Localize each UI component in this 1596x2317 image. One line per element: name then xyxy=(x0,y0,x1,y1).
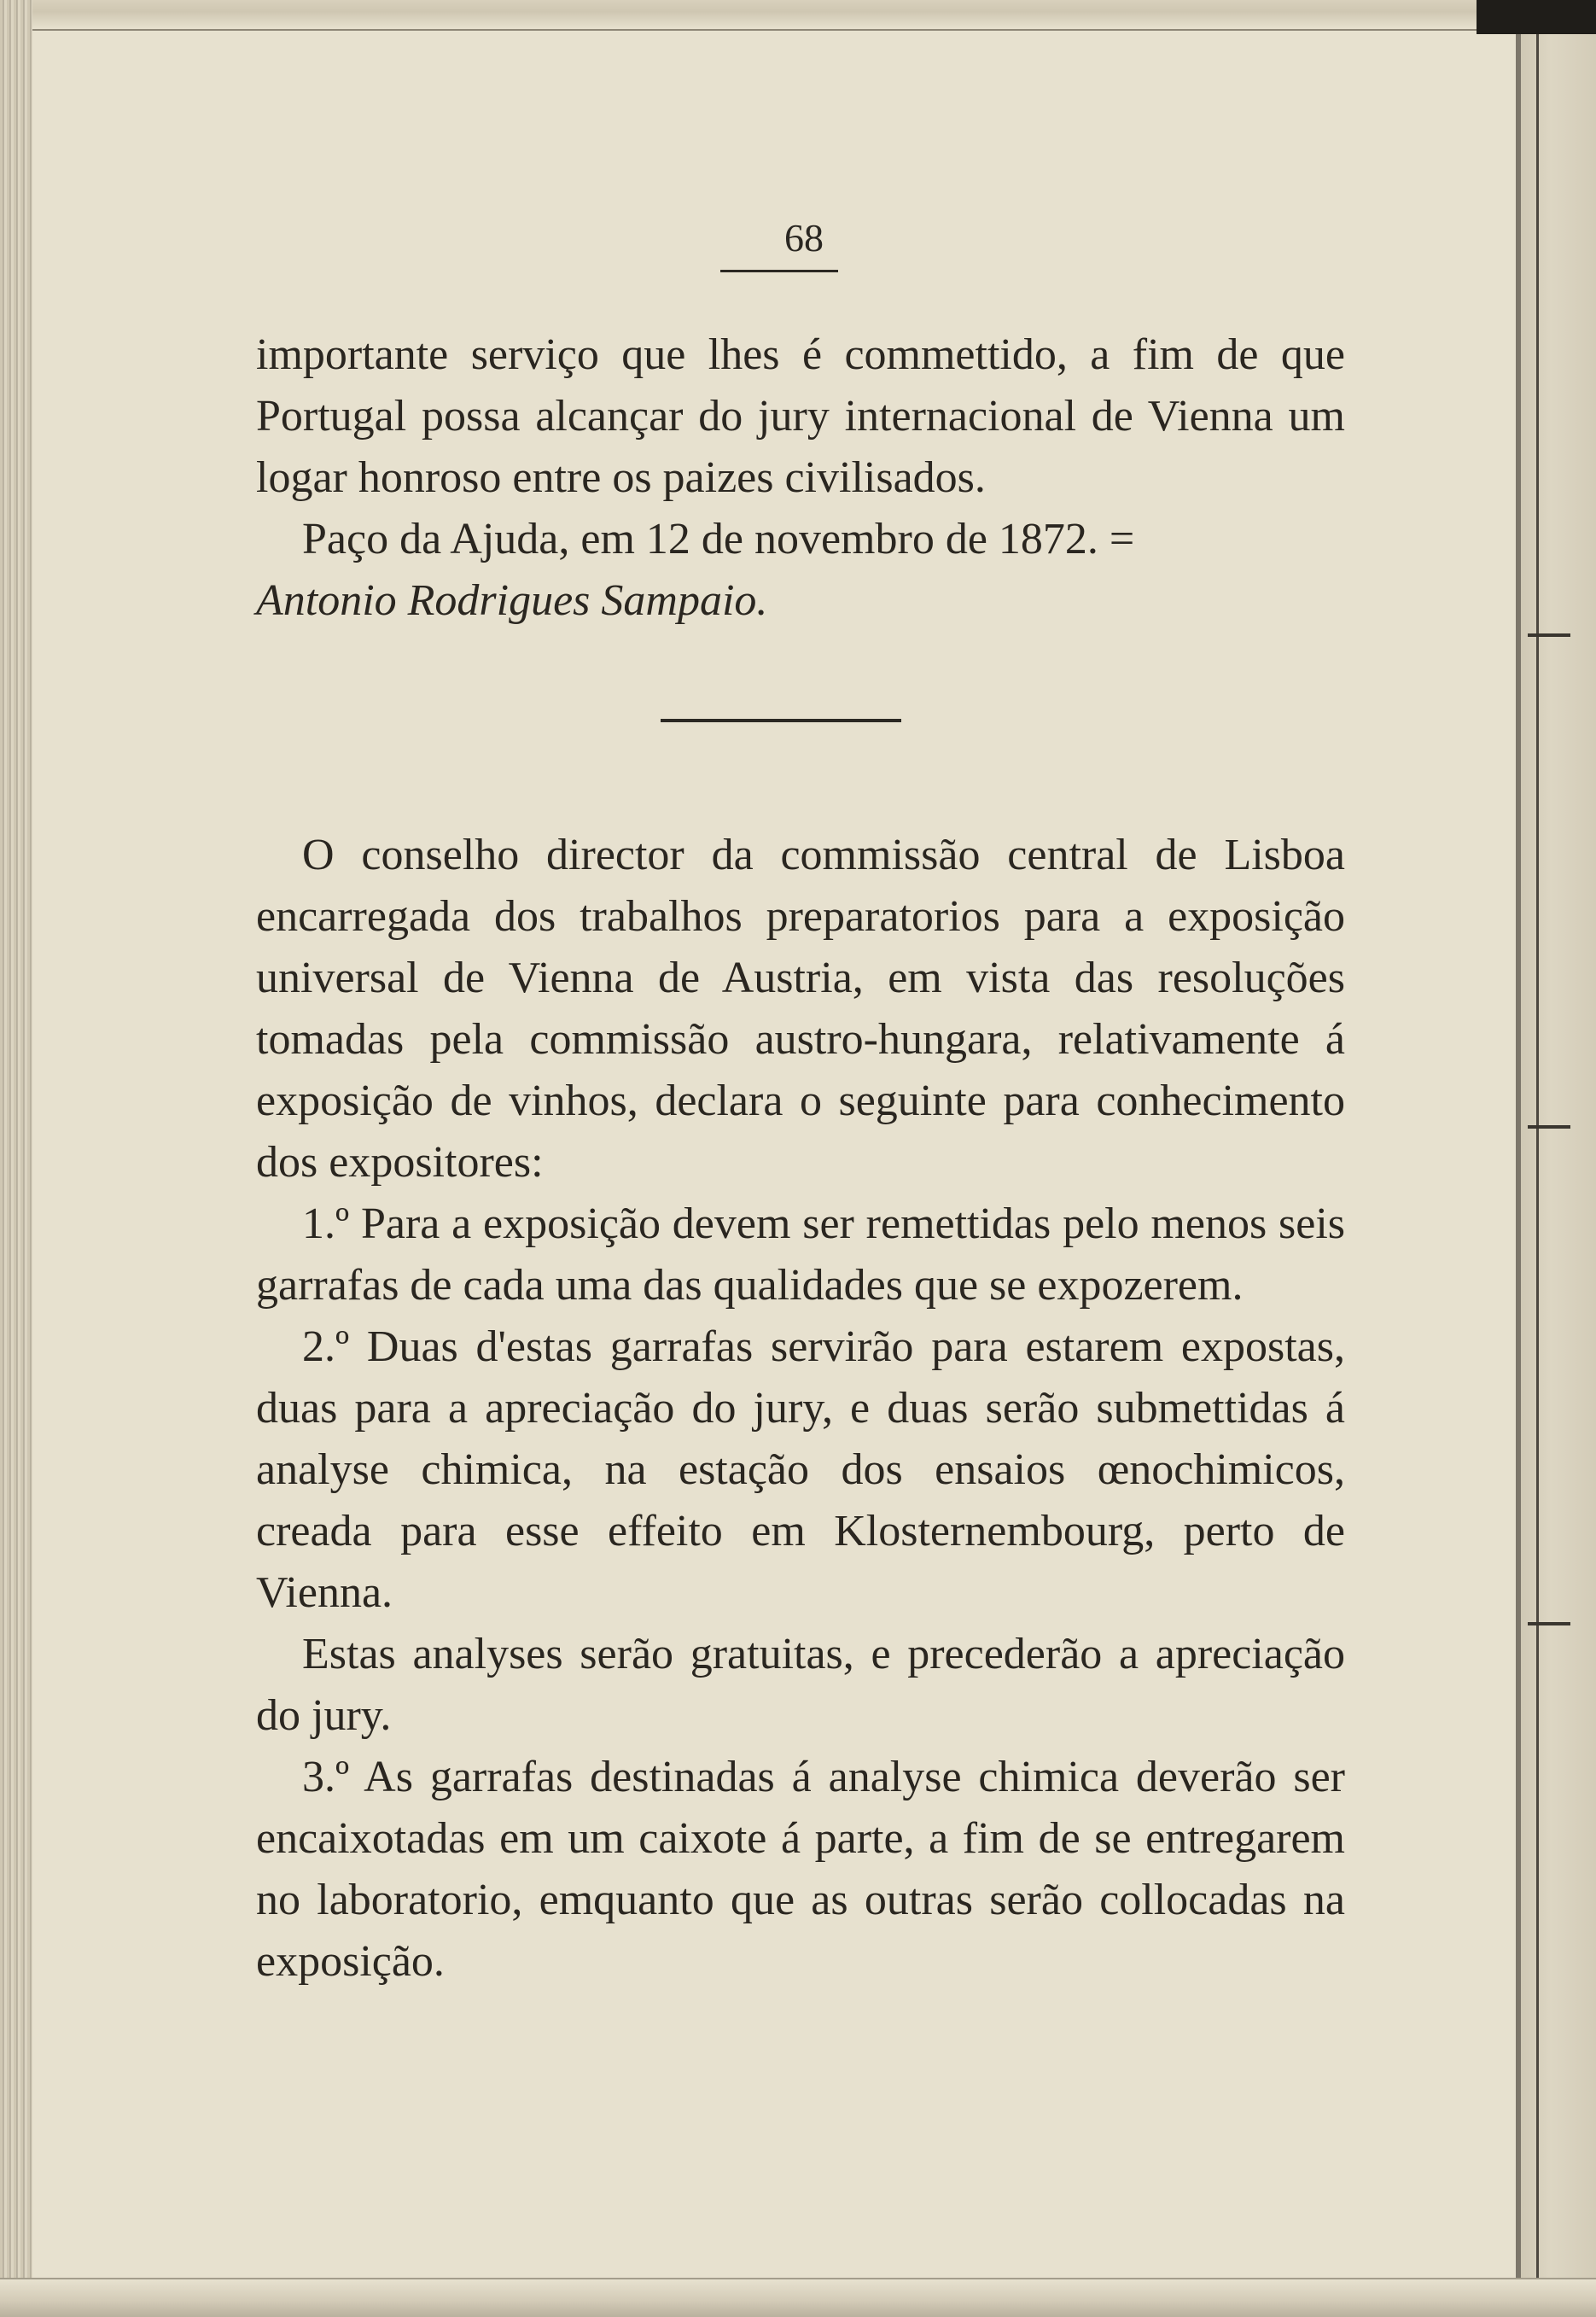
book-top-edge xyxy=(0,0,1596,31)
notice-item-2: 2.º Duas d'estas garrafas servirão para estarem expostas, duas para a apreciação do jury, e duas serão submettidas á analyse chimica, na estação dos ensaios œnochimicos, creada para esse effeito em Klosternembourg, perto de Vienna. xyxy=(256,1322,1345,1617)
page-number: 68 xyxy=(784,216,824,260)
page-number-rule xyxy=(720,270,838,272)
notice-item-3: 3.º As garrafas destinadas á analyse chimica deverão ser encaixotadas em um caixote á parte, a fim de se entregarem no laboratorio, emquanto que as outras serão collocadas na exposição. xyxy=(256,1753,1345,1986)
page-gutter xyxy=(1516,34,1521,2288)
book-bottom-edge xyxy=(0,2278,1596,2317)
decree-paragraph: importante serviço que lhes é commettido, a fim de que Portugal possa alcançar do jury internacional de Vienna um logar honroso entre os paizes civilisados. xyxy=(256,330,1345,502)
next-page-mark xyxy=(1528,1622,1570,1625)
notice-item-1: 1.º Para a exposição devem ser remettidas pelo menos seis garrafas de cada uma das qualidades que se expozerem. xyxy=(256,1199,1345,1310)
page-body xyxy=(32,29,1516,2279)
page-stack-left-edge xyxy=(0,0,32,2317)
decree-signature: Antonio Rodrigues Sampaio. xyxy=(256,576,768,625)
decree-dateline: Paço da Ajuda, em 12 de novembro de 1872. = xyxy=(302,515,1135,563)
notice-item-2-note: Estas analyses serão gratuitas, e precederão a apreciação do jury. xyxy=(256,1630,1345,1740)
notice-block xyxy=(256,825,1345,1993)
next-page-mark xyxy=(1528,1125,1570,1129)
next-page-sliver xyxy=(1521,34,1596,2317)
next-page-mark xyxy=(1528,633,1570,637)
notice-intro: O conselho director da commissão central de Lisboa encarregada dos trabalhos preparatorios para a exposição universal de Vienna de Austria, em vista das resoluções tomadas pela commissão austro-hungara, relativamente á exposição de vinhos, declara o seguinte para conhecimento dos expositores: xyxy=(256,831,1345,1187)
decree-end-block xyxy=(256,324,1345,632)
section-separator-rule xyxy=(661,719,901,722)
next-page-edge-line xyxy=(1536,34,1539,2288)
